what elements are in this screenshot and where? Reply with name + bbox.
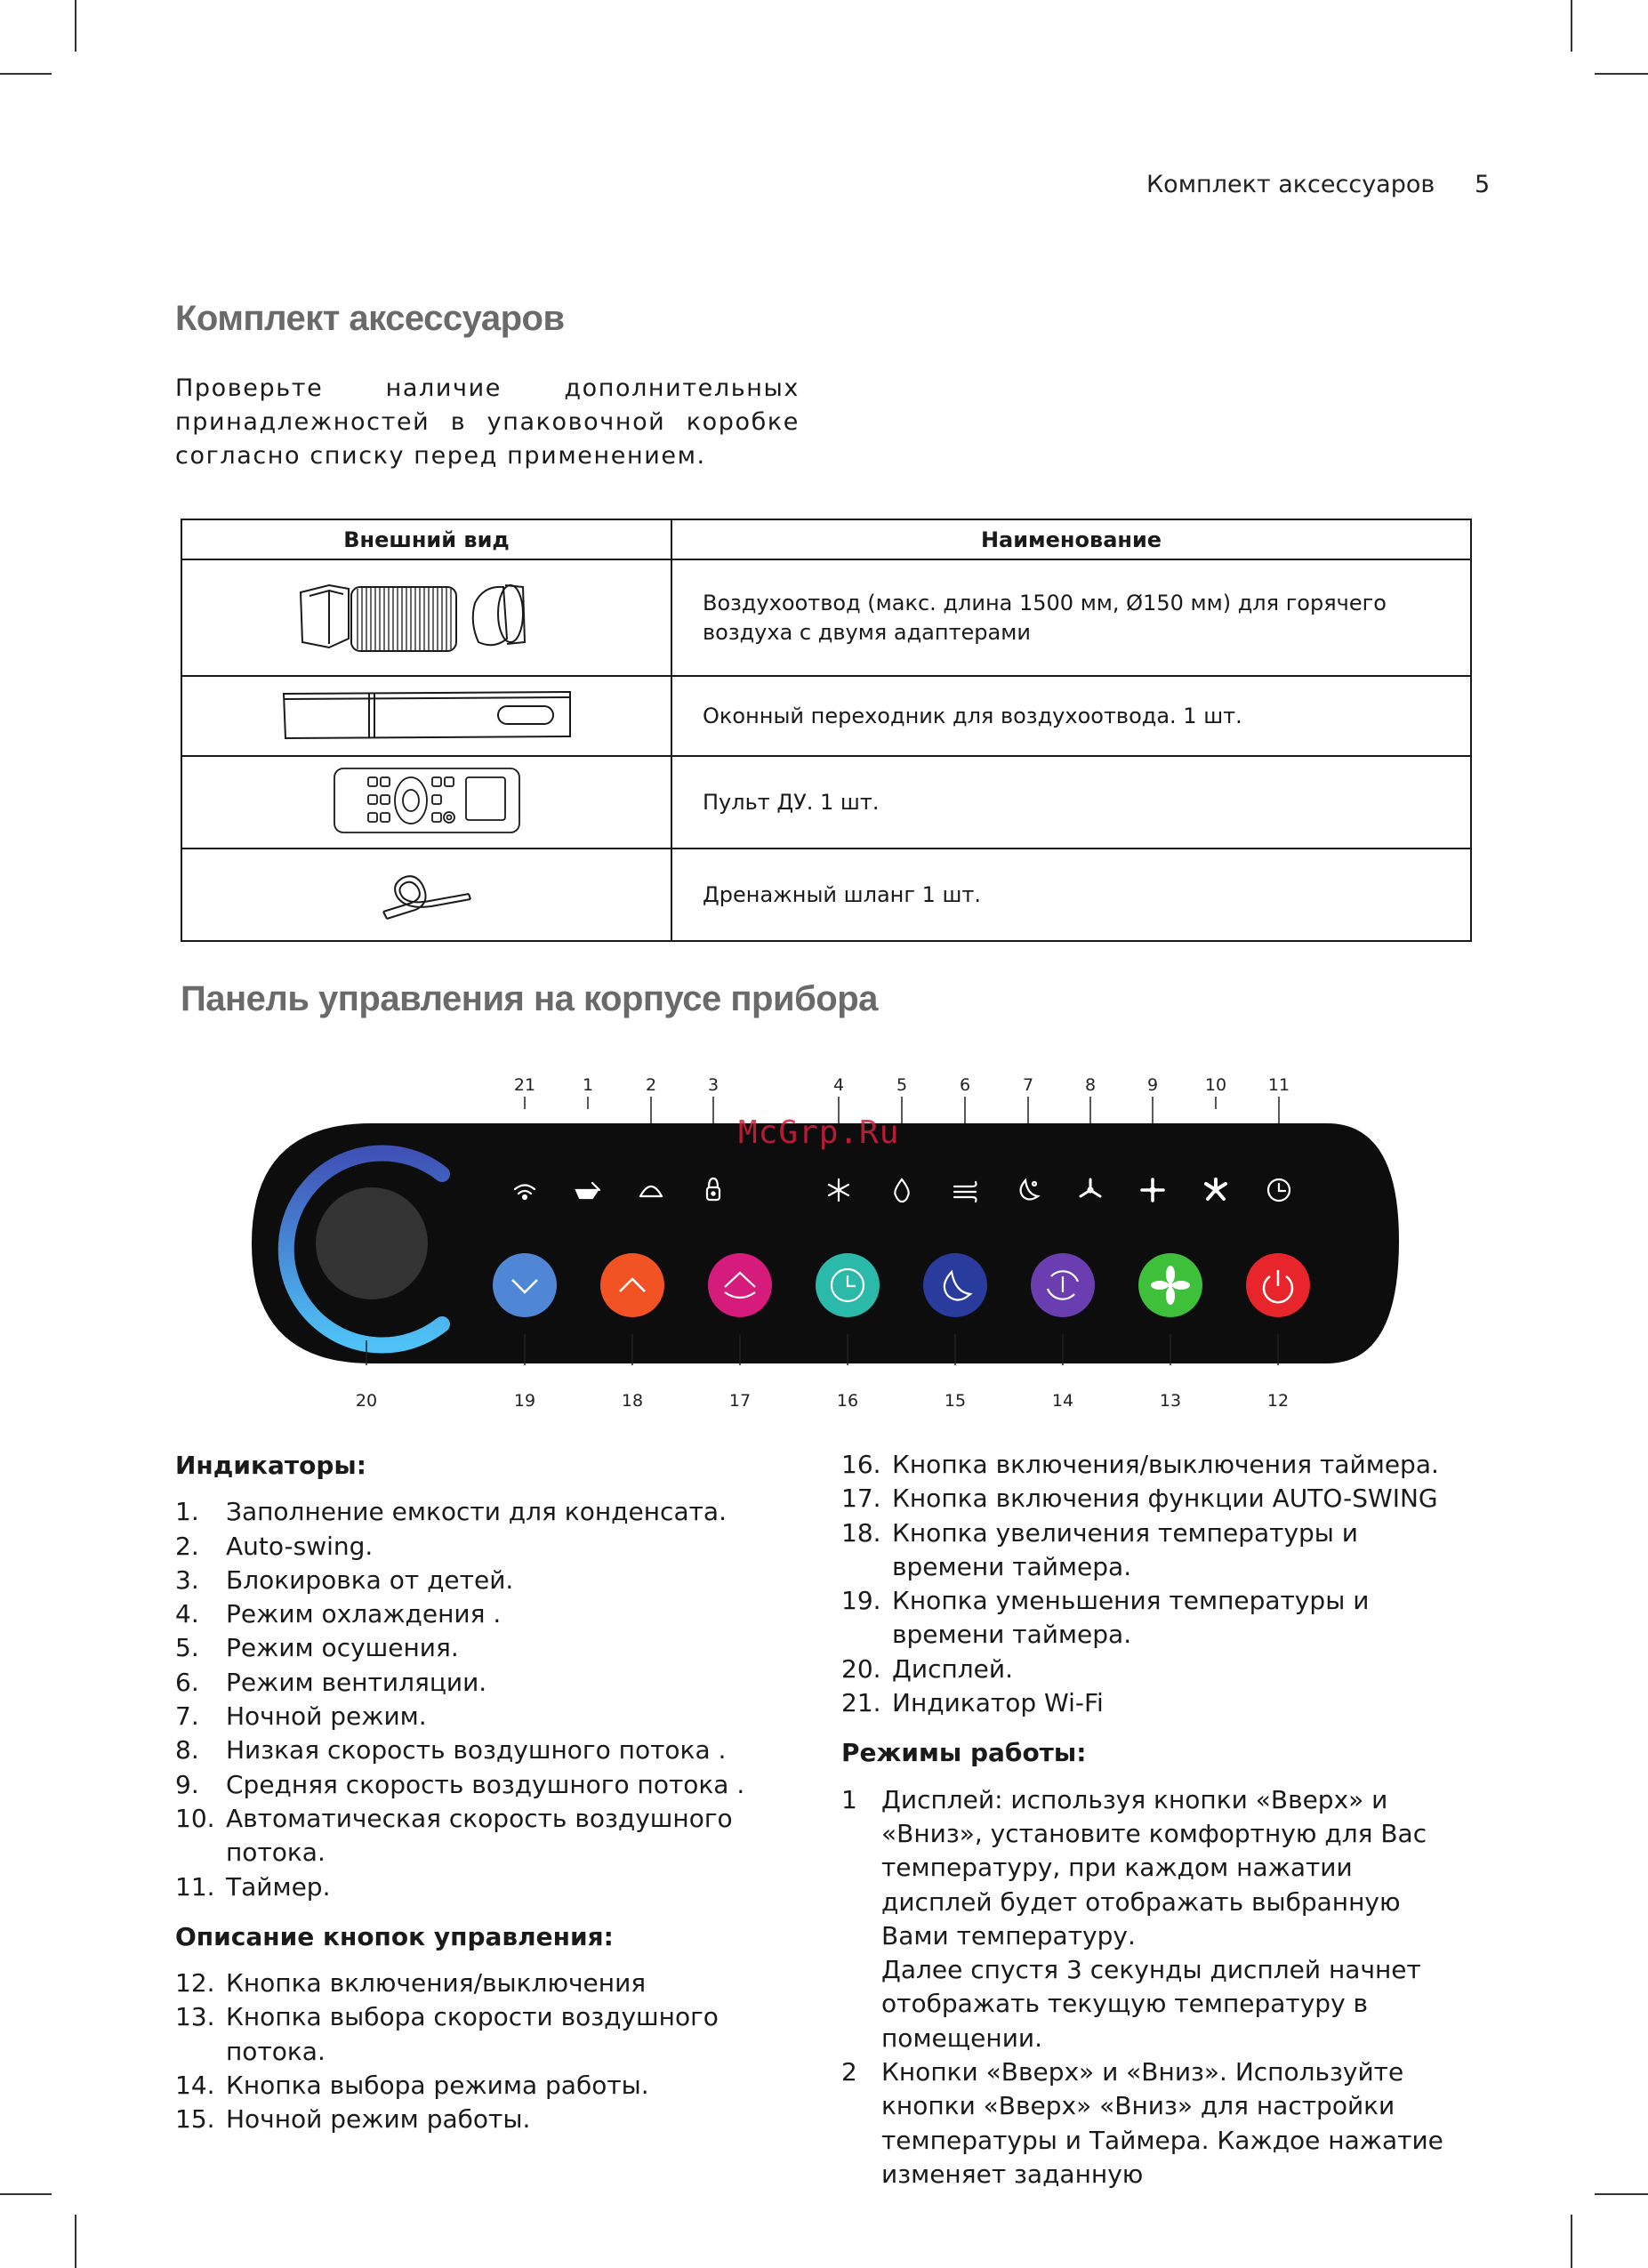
- callout-label: 17: [728, 1391, 752, 1411]
- crop-mark: [1571, 2215, 1572, 2268]
- list-item-text: Кнопка включения/выключения: [226, 1968, 647, 1999]
- list-item-number: 12.: [175, 1968, 215, 1999]
- up-button[interactable]: [600, 1253, 664, 1317]
- list-item: [175, 1870, 816, 1904]
- right-column: [841, 1448, 1464, 2192]
- watermark: McGrp.Ru: [738, 1114, 900, 1151]
- callout-label: 9: [1146, 1075, 1159, 1095]
- list-item-number: 17.: [841, 1484, 881, 1514]
- window-adapter-icon: [280, 687, 574, 742]
- callout-label: 10: [1204, 1075, 1227, 1095]
- crop-mark: [75, 0, 76, 52]
- list-item-text: Auto-swing.: [226, 1531, 374, 1561]
- name-cell: Дренажный шланг 1 шт.: [671, 848, 1471, 941]
- list-item: [175, 1768, 816, 1802]
- list-item-number: 13.: [175, 2002, 215, 2032]
- list-item-text: Ночной режим.: [226, 1701, 427, 1732]
- callout-label: 7: [1022, 1075, 1034, 1095]
- list-item: [841, 1448, 1464, 1482]
- callout-label: 1: [582, 1075, 594, 1095]
- list-item-text: Кнопка увеличения температуры и времени таймера.: [892, 1517, 1358, 1581]
- list-item-number: 20.: [841, 1653, 881, 1684]
- list-item: [175, 1495, 816, 1529]
- list-item: [841, 1686, 1464, 1720]
- auto-swing-button[interactable]: [708, 1253, 772, 1317]
- crop-mark: [1595, 73, 1648, 75]
- list-item-number: 3.: [175, 1564, 199, 1595]
- callout-label: 5: [896, 1075, 908, 1095]
- list-item-text-continued: Далее спустя 3 секунды дисплей начнет отображать текущую температуру в помещении.: [881, 1955, 1421, 2053]
- list-item: [175, 2000, 816, 2069]
- name-cell: Пульт ДУ. 1 шт.: [671, 756, 1471, 848]
- list-item-text: Кнопка уменьшения температуры и времени таймера.: [892, 1586, 1370, 1650]
- callout-label: 15: [944, 1391, 967, 1411]
- list-item-number: 7.: [175, 1701, 199, 1732]
- appearance-cell: [181, 676, 671, 756]
- mode-button[interactable]: [1031, 1253, 1095, 1317]
- callout-label: 13: [1159, 1391, 1182, 1411]
- list-item: [841, 1584, 1464, 1653]
- list-item: [175, 1733, 816, 1767]
- list-item-text: Блокировка от детей.: [226, 1564, 514, 1595]
- table-row: [181, 676, 1471, 756]
- list-item-text: Кнопка включения/выключения таймера.: [892, 1450, 1439, 1479]
- list-item-text: Таймер.: [226, 1871, 331, 1902]
- list-item-text: Индикатор Wi-Fi: [892, 1688, 1104, 1718]
- list-item: [175, 1666, 816, 1700]
- callout-label: 14: [1051, 1391, 1074, 1411]
- callout-label: 21: [513, 1075, 536, 1095]
- list-item: [175, 2069, 816, 2103]
- indicators-list: [175, 1495, 816, 1904]
- night-mode-button[interactable]: [923, 1253, 987, 1317]
- running-header: Комплект аксессуаров: [1146, 171, 1435, 198]
- power-button[interactable]: [1246, 1253, 1310, 1317]
- list-item-number: 18.: [841, 1517, 881, 1548]
- list-item: [841, 1653, 1464, 1686]
- list-item: [175, 1966, 816, 2000]
- list-item-number: 14.: [175, 2071, 215, 2101]
- down-button[interactable]: [493, 1253, 557, 1317]
- accessories-title: Комплект аксессуаров: [175, 299, 565, 338]
- accessories-intro: Проверьте наличие дополнительных принадлежностей в упаковочной коробке согласно списку перед применением.: [175, 374, 800, 470]
- list-item-text: Режим осушения.: [226, 1633, 459, 1663]
- name-cell: Оконный переходник для воздухоотвода. 1 шт.: [671, 676, 1471, 756]
- list-item-number: 5.: [175, 1633, 199, 1663]
- list-item: [175, 1700, 816, 1733]
- list-item-text: Кнопка выбора режима работы.: [226, 2071, 649, 2101]
- callout-label: 18: [621, 1391, 644, 1411]
- list-item-text: Кнопка включения функции AUTO-SWING: [892, 1484, 1438, 1514]
- list-item-text: Дисплей.: [892, 1653, 1013, 1684]
- name-cell: Воздухоотвод (макс. длина 1500 мм, Ø150 мм) для горячего воздуха с двумя адаптерами: [671, 559, 1471, 676]
- list-item-number: 1: [841, 1784, 857, 1814]
- timer-button[interactable]: [816, 1253, 880, 1317]
- list-item-text: Дисплей: используя кнопки «Вверх» и «Вниз», установите комфортную для Вас температуру, при каждом нажатии дисплей будет отображать выбранную Вами температуру.: [881, 1784, 1427, 1950]
- list-item: [175, 1530, 816, 1564]
- list-item-text: Ночной режим работы.: [226, 2104, 531, 2135]
- buttons-title: Описание кнопок управления:: [175, 1921, 614, 1951]
- list-item-text: Заполнение емкости для конденсата.: [226, 1497, 727, 1527]
- col-appearance-header: Внешний вид: [181, 519, 671, 559]
- callout-label: 20: [355, 1391, 378, 1411]
- list-item: [841, 2055, 1464, 2192]
- callout-label: 12: [1266, 1391, 1290, 1411]
- callout-label: 2: [645, 1075, 657, 1095]
- callout-label: 19: [513, 1391, 536, 1411]
- list-item-number: 8.: [175, 1735, 199, 1765]
- air-duct-with-adapters-icon: [293, 576, 560, 656]
- list-item-text: Режим вентиляции.: [226, 1667, 487, 1697]
- list-item: [175, 1631, 816, 1665]
- callout-label: 3: [707, 1075, 719, 1095]
- appearance-cell: [181, 848, 671, 941]
- list-item: [175, 2103, 816, 2136]
- appearance-cell: [181, 756, 671, 848]
- list-item-number: 1.: [175, 1497, 199, 1527]
- fan-speed-button[interactable]: [1138, 1253, 1202, 1317]
- crop-mark: [75, 2215, 76, 2268]
- crop-mark: [0, 73, 52, 75]
- list-item-number: 9.: [175, 1769, 199, 1799]
- list-item-text: Режим охлаждения .: [226, 1599, 502, 1629]
- crop-mark: [1571, 0, 1572, 52]
- drain-hose-icon: [378, 860, 476, 926]
- buttons-list-continued: [841, 1448, 1464, 1720]
- table-row: [181, 559, 1471, 676]
- callout-label: 6: [959, 1075, 971, 1095]
- list-item-number: 2.: [175, 1531, 199, 1561]
- appearance-cell: [181, 559, 671, 676]
- modes-title: Режимы работы:: [841, 1738, 1087, 1768]
- list-item-text: Средняя скорость воздушного потока .: [226, 1769, 745, 1799]
- display: [316, 1187, 428, 1299]
- callout-label: 16: [836, 1391, 859, 1411]
- page-number: 5: [1475, 171, 1491, 198]
- table-header-row: [181, 519, 1471, 559]
- remote-control-icon: [333, 767, 521, 834]
- list-item-text: Низкая скорость воздушного потока .: [226, 1735, 727, 1765]
- left-column: [175, 1449, 816, 2137]
- list-item-number: 19.: [841, 1586, 881, 1616]
- list-item: [175, 1597, 816, 1631]
- list-item: [841, 1482, 1464, 1516]
- list-item-number: 21.: [841, 1688, 881, 1718]
- list-item: [841, 1516, 1464, 1585]
- list-item-number: 6.: [175, 1667, 199, 1697]
- list-item-number: 15.: [175, 2104, 215, 2135]
- list-item: [175, 1564, 816, 1597]
- list-item-text: Автоматическая скорость воздушного потока.: [226, 1803, 733, 1868]
- table-row: [181, 848, 1471, 941]
- list-item-text: Кнопка выбора скорости воздушного потока.: [226, 2002, 719, 2066]
- list-item-number: 11.: [175, 1871, 215, 1902]
- callout-label: 4: [832, 1075, 845, 1095]
- list-item-number: 4.: [175, 1599, 199, 1629]
- buttons-list: [175, 1966, 816, 2136]
- control-panel-title: Панель управления на корпусе прибора: [181, 979, 878, 1018]
- accessories-table: [181, 519, 1472, 942]
- callout-label: 8: [1084, 1075, 1097, 1095]
- col-name-header: Наименование: [671, 519, 1471, 559]
- table-row: [181, 756, 1471, 848]
- crop-mark: [1595, 2193, 1648, 2195]
- list-item-number: 10.: [175, 1803, 215, 1833]
- crop-mark: [0, 2193, 52, 2195]
- modes-list: [841, 1783, 1464, 2192]
- list-item-number: 16.: [841, 1450, 881, 1479]
- list-item: [175, 1802, 816, 1870]
- list-item: [841, 1783, 1464, 2055]
- list-item-number: 2: [841, 2057, 857, 2087]
- indicators-title: Индикаторы:: [175, 1451, 366, 1480]
- callout-label: 11: [1267, 1075, 1290, 1095]
- list-item-text: Кнопки «Вверх» и «Вниз». Используйте кнопки «Вверх» «Вниз» для настройки температуры и Таймера. Каждое нажатие изменяет заданную: [881, 2057, 1443, 2189]
